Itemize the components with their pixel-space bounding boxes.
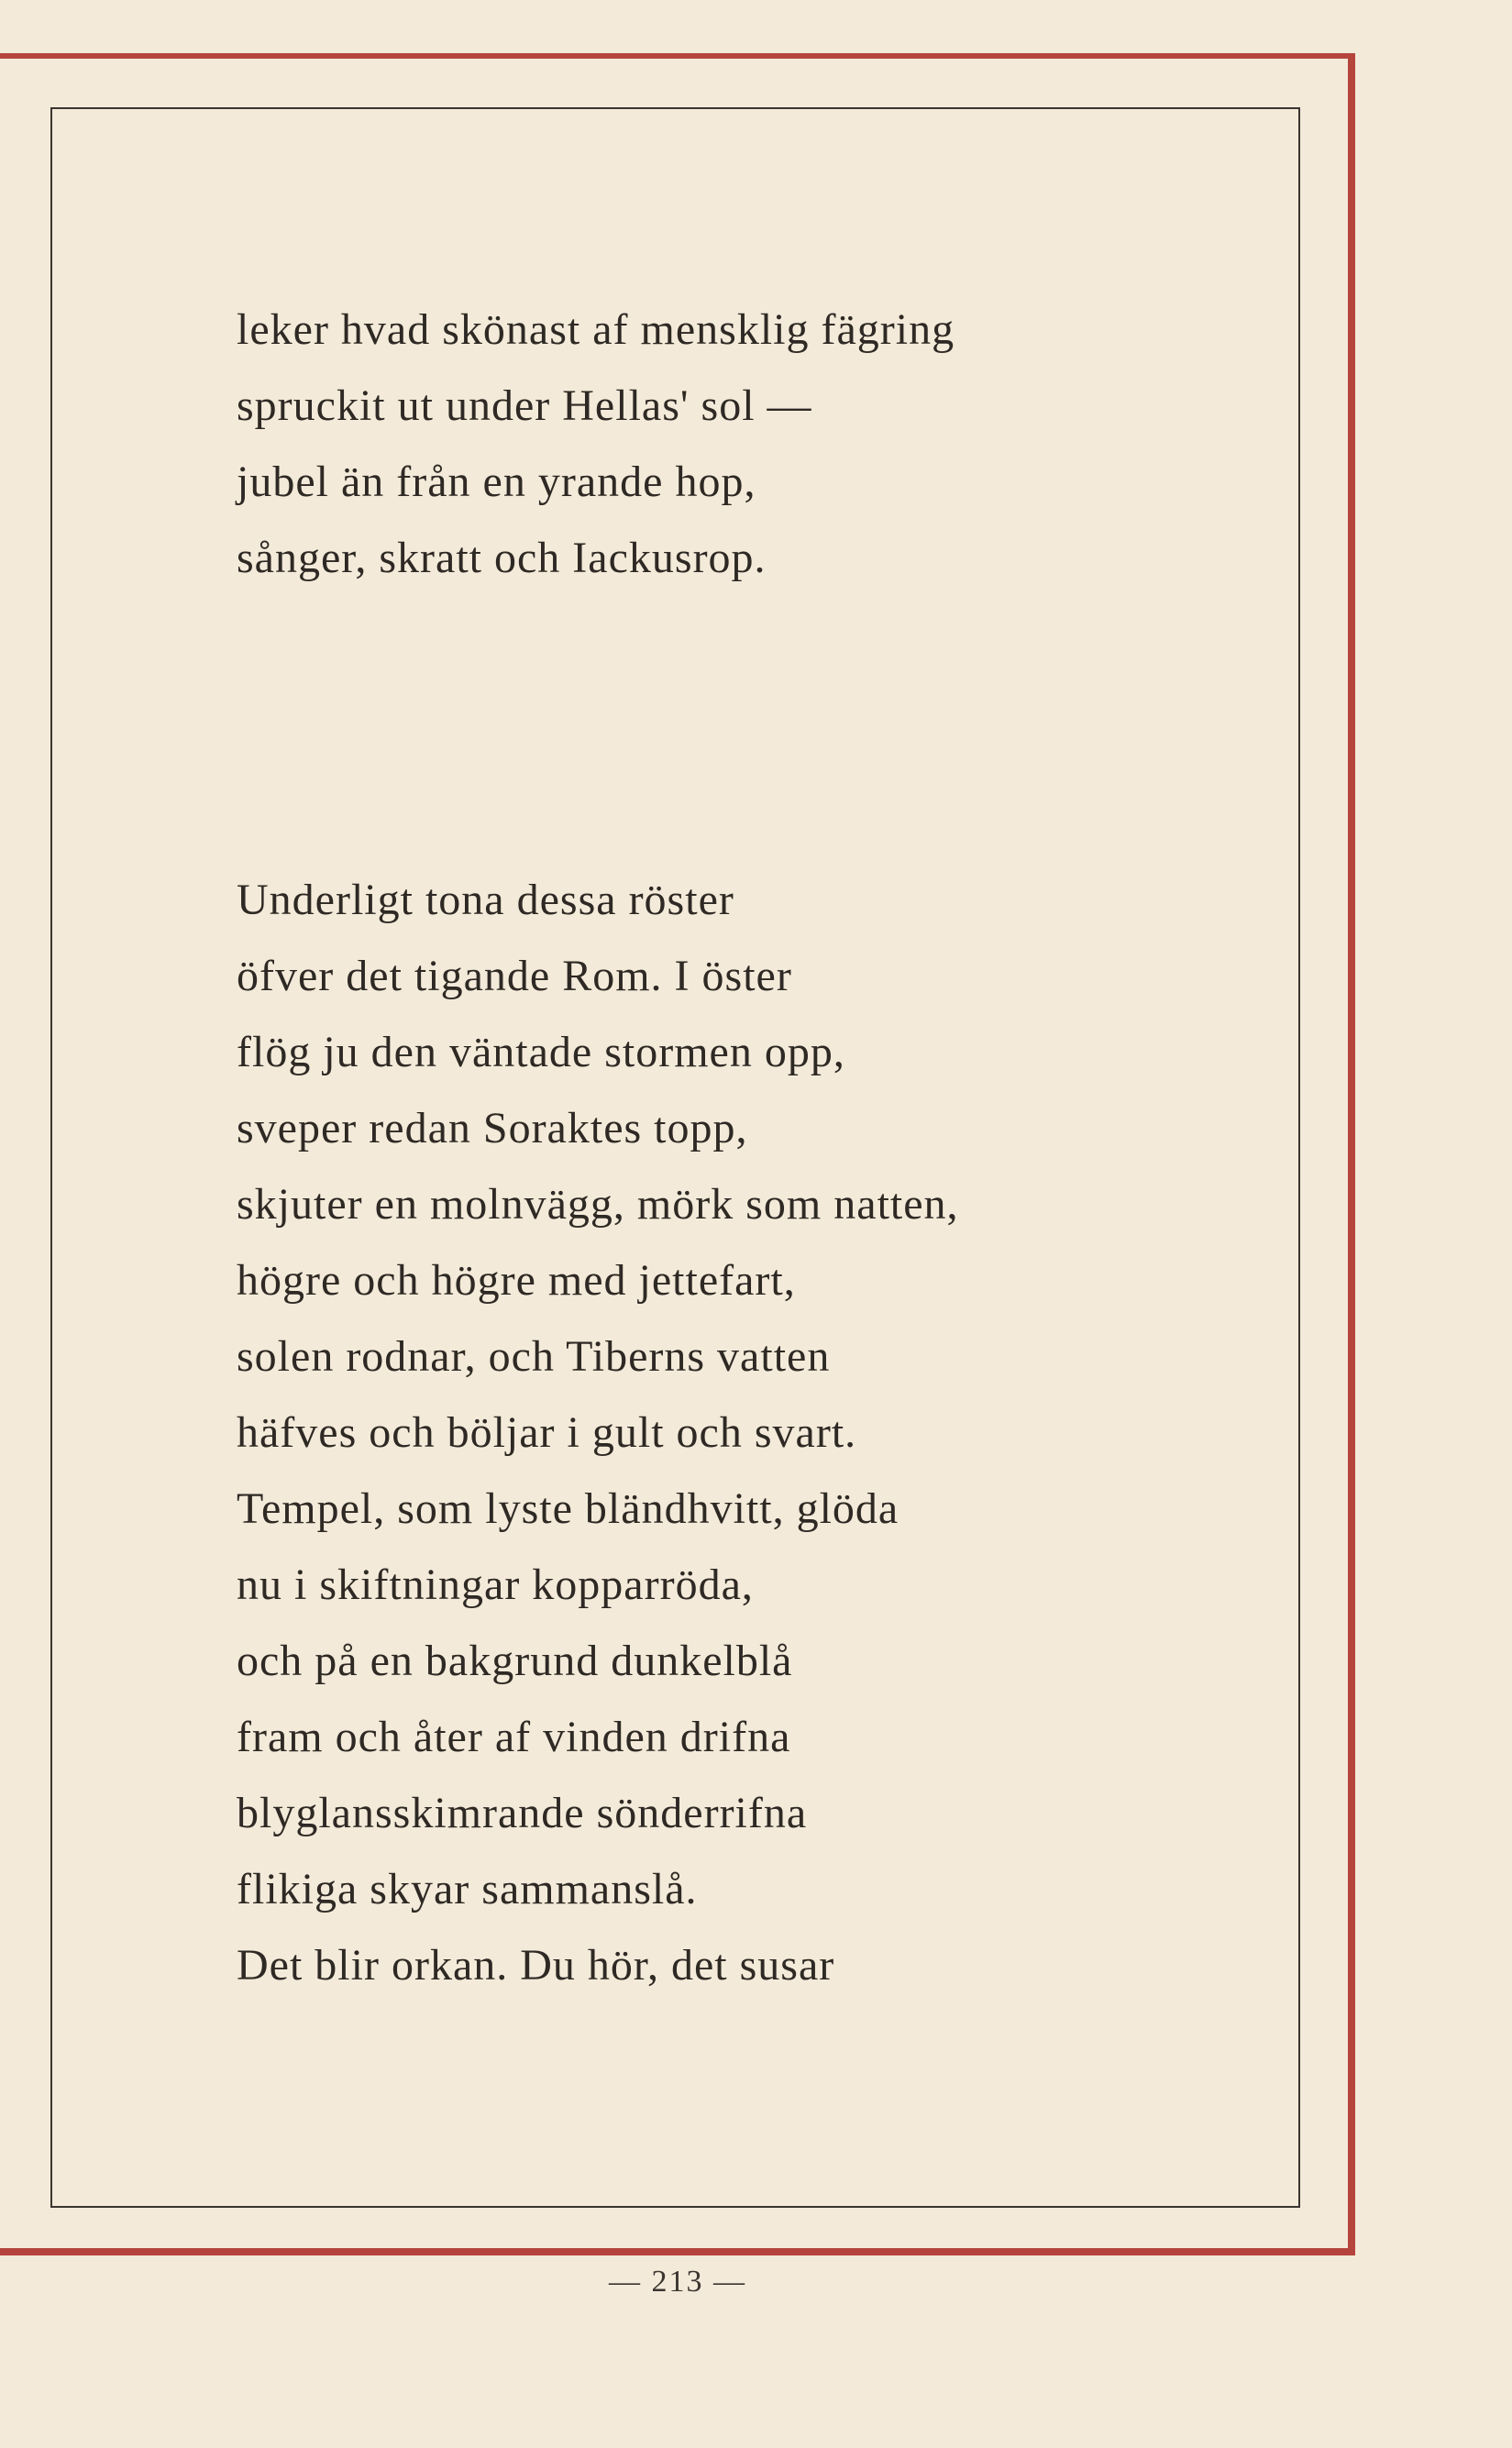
poem-line: sveper redan Soraktes topp, (237, 1104, 748, 1152)
poem-line: spruckit ut under Hellas' sol — (237, 381, 812, 430)
poem-line: och på en bakgrund dunkelblå (237, 1637, 793, 1685)
poem-line: öfver det tigande Rom. I öster (237, 952, 792, 1000)
poem-line: sånger, skratt och Iackusrop. (237, 534, 767, 582)
poem-line: flög ju den väntade stormen opp, (237, 1028, 845, 1076)
poem-line: leker hvad skönast af mensklig fägring (237, 305, 955, 354)
poem-line: häfves och böljar i gult och svart. (237, 1408, 857, 1457)
poem-line: Tempel, som lyste bländhvitt, glöda (237, 1484, 899, 1533)
poem-line: solen rodnar, och Tiberns vatten (237, 1332, 831, 1381)
poem-line: Underligt tona dessa röster (237, 876, 734, 924)
poem-line: skjuter en molnvägg, mörk som natten, (237, 1180, 959, 1229)
poem-line: nu i skiftningar kopparröda, (237, 1560, 754, 1609)
poem-line: jubel än från en yrande hop, (237, 458, 756, 506)
poem-line: flikiga skyar sammanslå. (237, 1865, 698, 1913)
page-number: — 213 — (609, 2265, 746, 2299)
poem-line: Det blir orkan. Du hör, det susar (237, 1941, 835, 1990)
poem-line: blyglansskimrande sönderrifna (237, 1789, 808, 1837)
stanza-2 (237, 862, 959, 2003)
poem-line: fram och åter af vinden drifna (237, 1713, 791, 1761)
stanza-1 (237, 292, 955, 596)
poem-line: högre och högre med jettefart, (237, 1256, 796, 1305)
